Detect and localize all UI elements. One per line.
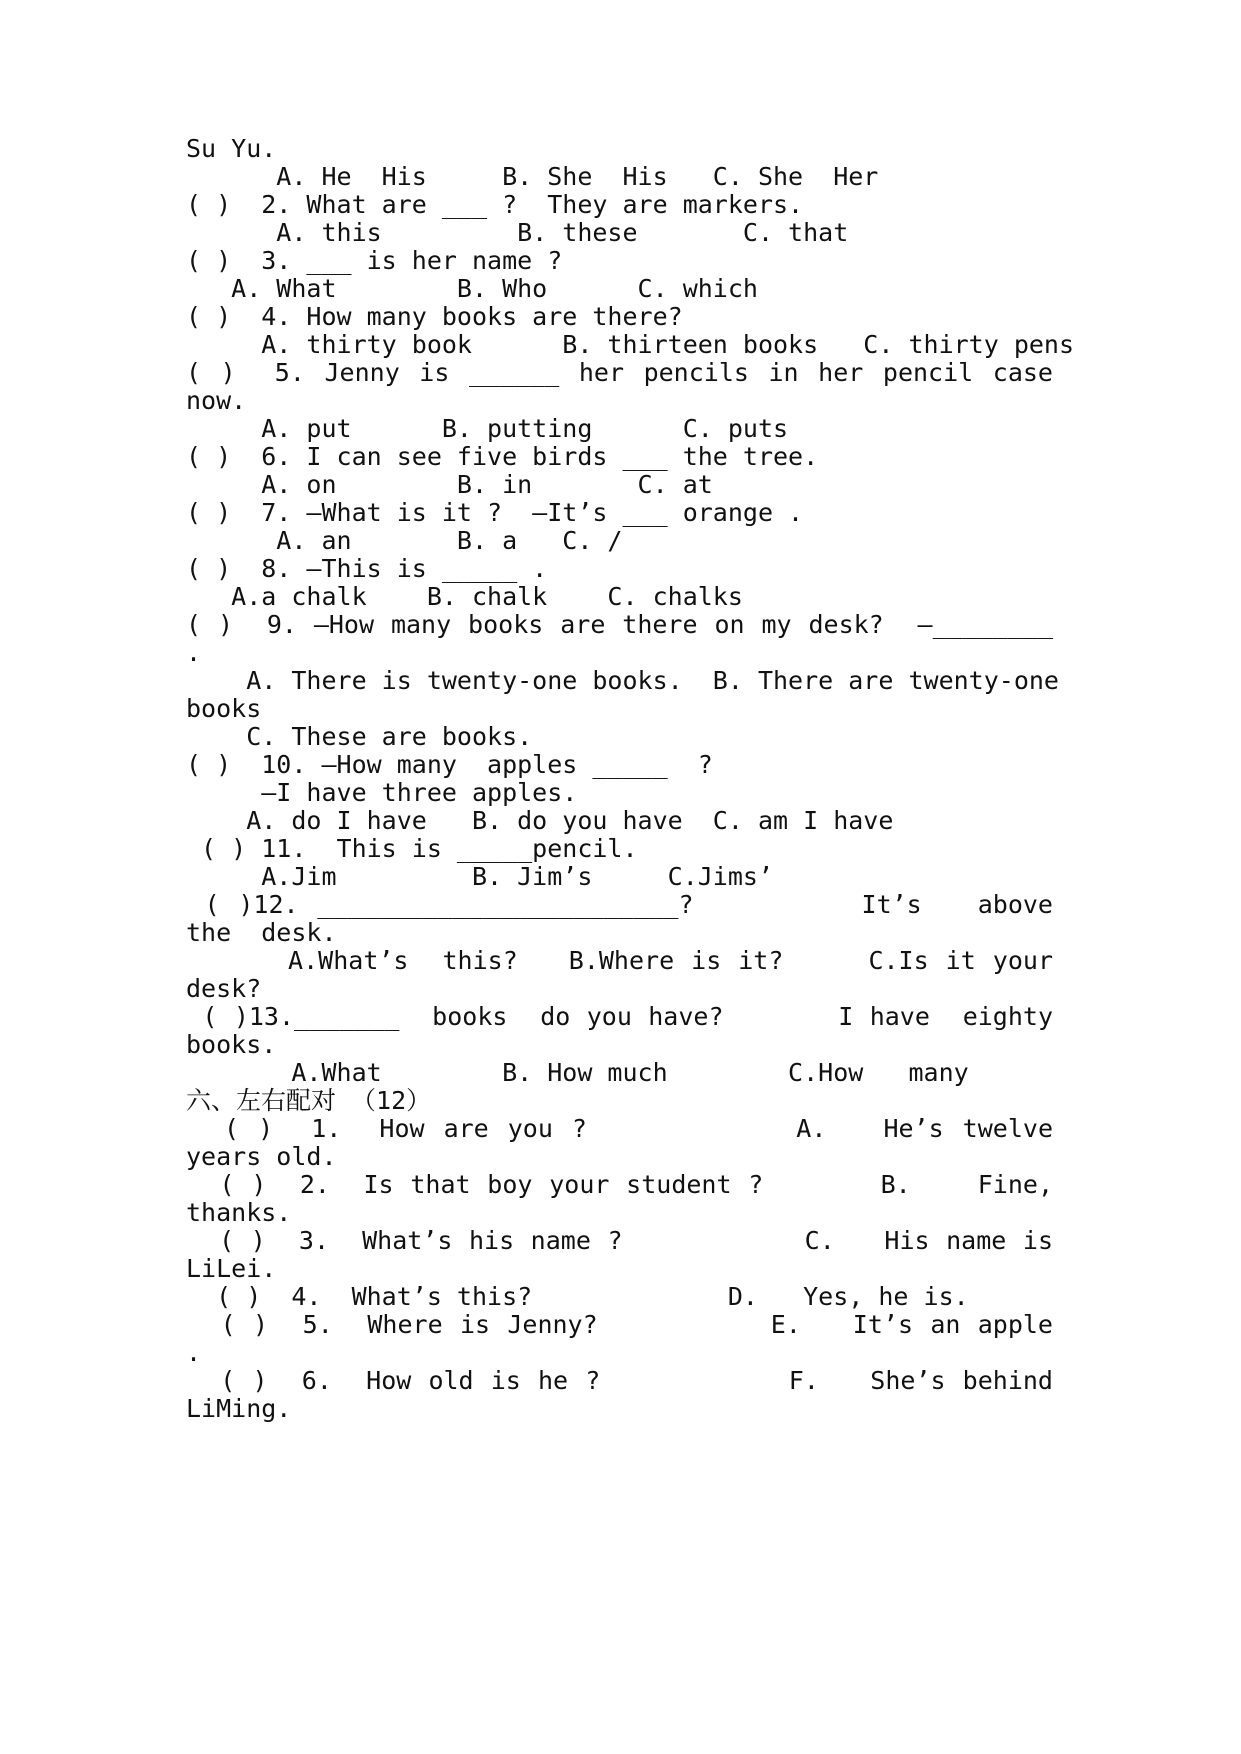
text-line: ( ) 10. —How many apples _____ ? <box>186 750 713 779</box>
text-line: LiLei. <box>186 1254 277 1283</box>
text-line: the desk. <box>186 918 337 947</box>
text-line: ( ) 3. What’s his name ? C. His name is <box>186 1226 1053 1255</box>
text-line: ( ) 6. I can see five birds ___ the tree. <box>186 442 819 471</box>
text-line: A.What B. How much C.How many <box>186 1058 969 1087</box>
text-line: ( ) 1. How are you ? A. He’s twelve <box>186 1114 1053 1143</box>
text-line: ( ) 7. —What is it ? —It’s ___ orange . <box>186 498 804 527</box>
text-line: A.a chalk B. chalk C. chalks <box>186 582 743 611</box>
text-line: . <box>186 638 202 667</box>
text-line: ( ) 4. What’s this? D. Yes, he is. <box>186 1282 969 1311</box>
text-line: ( ) 2. Is that boy your student ? B. Fine, <box>186 1170 1053 1199</box>
text-line: A. an B. a C. / <box>186 526 623 555</box>
text-line: ( ) 3. ___ is her name ? <box>186 246 563 275</box>
text-line: A. thirty book B. thirteen books C. thirty pens <box>186 330 1075 359</box>
text-line: LiMing. <box>186 1394 292 1423</box>
text-line: C. These are books. <box>186 722 533 751</box>
text-line: A. What B. Who C. which <box>186 274 758 303</box>
text-line: thanks. <box>186 1198 292 1227</box>
text-line: now. <box>186 386 247 415</box>
text-line: A. put B. putting C. puts <box>186 414 789 443</box>
text-line: ( ) 6. How old is he ? F. She’s behind <box>186 1366 1053 1395</box>
text-line: ( )13._______ books do you have? I have eighty <box>186 1002 1053 1031</box>
text-line: ( ) 8. —This is _____ . <box>186 554 548 583</box>
text-line: A. do I have B. do you have C. am I have <box>186 806 894 835</box>
text-line: A. There is twenty-one books. B. There are twenty-one <box>186 666 1059 695</box>
text-line: Su Yu. <box>186 134 277 163</box>
text-line: A. on B. in C. at <box>186 470 713 499</box>
text-line: A.Jim B. Jim’s C.Jims’ <box>186 862 773 891</box>
text-line: years old. <box>186 1142 337 1171</box>
text-line: ( ) 11. This is _____pencil. <box>186 834 638 863</box>
text-line: desk? <box>186 974 262 1003</box>
text-line: ( ) 5. Where is Jenny? E. It’s an apple <box>186 1310 1053 1339</box>
text-line: books <box>186 694 262 723</box>
text-line: —I have three apples. <box>186 778 578 807</box>
text-line: ( )12. ________________________? It’s above <box>186 890 1053 919</box>
text-line: . <box>186 1338 202 1367</box>
text-line: A. this B. these C. that <box>186 218 849 247</box>
text-line: ( ) 2. What are ___ ? They are markers. <box>186 190 804 219</box>
text-line: 六、左右配对 （12） <box>186 1086 432 1115</box>
text-line: ( ) 5. Jenny is ______ her pencils in her pencil case <box>186 358 1053 387</box>
text-line: ( ) 4. How many books are there? <box>186 302 683 331</box>
text-line: A.What’s this? B.Where is it? C.Is it your <box>186 946 1053 975</box>
text-line: ( ) 9. —How many books are there on my desk? —________ <box>186 610 1053 639</box>
text-line: books. <box>186 1030 277 1059</box>
text-line: A. He His B. She His C. She Her <box>186 162 879 191</box>
